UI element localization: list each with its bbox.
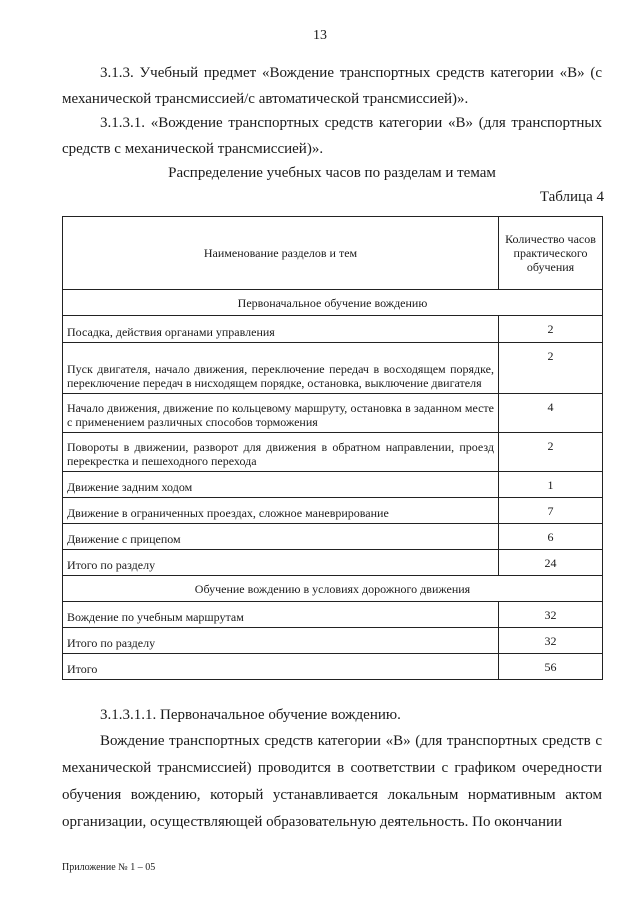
topic-hours: 6 xyxy=(499,524,603,550)
table-row xyxy=(63,316,603,343)
table-label: Таблица 4 xyxy=(539,189,604,205)
topic-name: Вождение по учебным маршрутам xyxy=(63,602,499,628)
section-total-hours: 32 xyxy=(499,628,603,654)
table-heading: Распределение учебных часов по разделам и темам xyxy=(168,165,496,181)
topic-name: Повороты в движении, разворот для движения в обратном направлении, проезд перекрестка и пешеходного перехода xyxy=(63,433,499,472)
section-total-row xyxy=(63,550,603,576)
topic-name: Движение с прицепом xyxy=(63,524,499,550)
grand-total-label: Итого xyxy=(63,654,499,680)
paragraph-body: Вождение транспортных средств категории «В» (для транспортных средств с механической трансмиссией) проводится в соответствии с графиком очередности обучения вождению, который устанавливается локальным нормативным актом организации, осуществляющей образовательную деятельность. По окончании xyxy=(62,733,602,830)
table-row xyxy=(63,498,603,524)
topic-hours: 2 xyxy=(499,343,603,394)
page-number: 13 xyxy=(313,28,327,43)
grand-total-hours: 56 xyxy=(499,654,603,680)
topic-name: Начало движения, движение по кольцевому маршруту, остановка в заданном месте с применением различных способов торможения xyxy=(63,394,499,433)
section-total-label: Итого по разделу xyxy=(63,628,499,654)
table-row xyxy=(63,472,603,498)
table-row xyxy=(63,524,603,550)
topic-name: Посадка, действия органами управления xyxy=(63,316,499,343)
section-total-hours: 24 xyxy=(499,550,603,576)
section-total-label: Итого по разделу xyxy=(63,550,499,576)
section-total-row xyxy=(63,628,603,654)
section-row xyxy=(63,576,603,602)
topic-hours: 1 xyxy=(499,472,603,498)
paragraph-3-1-3-1-1: 3.1.3.1.1. Первоначальное обучение вождению. xyxy=(100,707,401,723)
table-row xyxy=(63,343,603,394)
paragraph-3-1-3-1: 3.1.3.1. «Вождение транспортных средств категории «В» (для транспортных средств с механической трансмиссией)». xyxy=(62,115,602,157)
table-row xyxy=(63,433,603,472)
topic-hours: 4 xyxy=(499,394,603,433)
section-row xyxy=(63,290,603,316)
table-header-row xyxy=(63,217,603,290)
paragraph-3-1-3: 3.1.3. Учебный предмет «Вождение транспортных средств категории «В» (с механической трансмиссией/с автоматической трансмиссией)». xyxy=(62,65,602,107)
topic-hours: 7 xyxy=(499,498,603,524)
topic-name: Пуск двигателя, начало движения, переключение передач в восходящем порядке, переключение передач в нисходящем порядке, остановка, выключение двигателя xyxy=(63,343,499,394)
topic-name: Движение в ограниченных проездах, сложное маневрирование xyxy=(63,498,499,524)
grand-total-row xyxy=(63,654,603,680)
topic-hours: 2 xyxy=(499,433,603,472)
section-title: Первоначальное обучение вождению xyxy=(63,290,603,316)
table-row xyxy=(63,602,603,628)
header-hours: Количество часов практического обучения xyxy=(499,217,603,290)
topic-name: Движение задним ходом xyxy=(63,472,499,498)
hours-table xyxy=(62,216,603,680)
header-name: Наименование разделов и тем xyxy=(63,217,499,290)
topic-hours: 32 xyxy=(499,602,603,628)
topic-hours: 2 xyxy=(499,316,603,343)
footer-note: Приложение № 1 – 05 xyxy=(62,862,156,873)
section-title: Обучение вождению в условиях дорожного движения xyxy=(63,576,603,602)
table-row xyxy=(63,394,603,433)
